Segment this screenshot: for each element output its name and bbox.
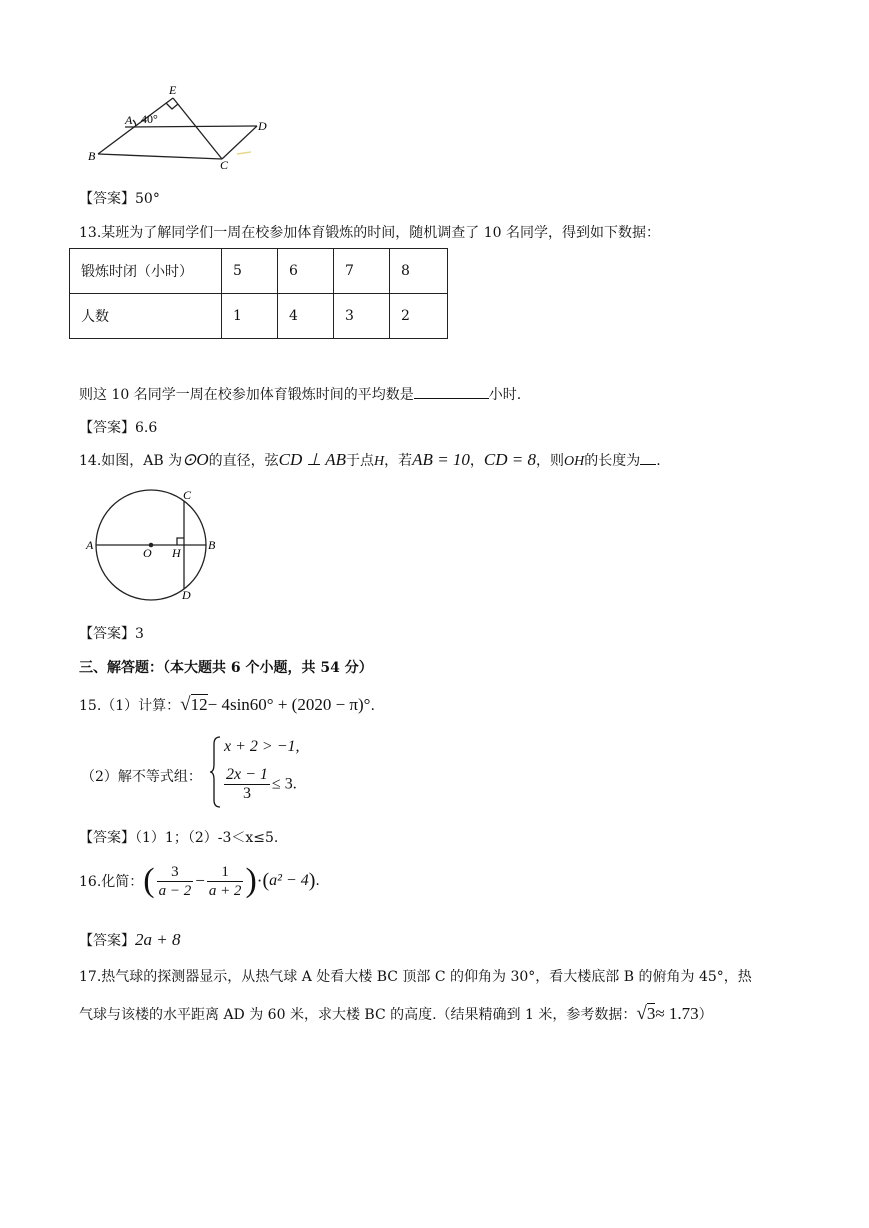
question-17-line2: 气球与该楼的水平距离 AD 为 60 米，求大楼 BC 的高度.（结果精确到 1 米，参考数据：√3≈ 1.73）: [79, 1003, 713, 1024]
q14-part: ，: [469, 453, 484, 469]
minus-sign: −: [195, 871, 205, 890]
answer-14: 【答案】3: [79, 626, 144, 642]
inequality-rhs: ≤ 3.: [271, 775, 297, 793]
line-ec: [173, 98, 222, 159]
table-cell: 4: [278, 294, 334, 339]
expression: − 4sin60° + (2020 − π)°: [207, 695, 371, 714]
q14-part: 的直径，弦: [208, 453, 279, 469]
table-cell: 2: [390, 294, 448, 339]
cd-perp-ab: CD ⊥ AB: [278, 450, 347, 469]
table-cell: 8: [390, 249, 448, 294]
table-cell: 锻炼时闭（小时）: [70, 249, 222, 294]
fraction-denominator: 3: [242, 785, 251, 802]
label-h: H: [172, 546, 181, 560]
table-cell: 5: [222, 249, 278, 294]
q17-text: 气球与该楼的水平距离 AD 为 60 米，求大楼 BC 的高度.（结果精确到 1 米，参考数据：: [79, 1007, 637, 1023]
sqrt-expression: √12: [180, 694, 208, 715]
question-15-part1: [79, 694, 375, 716]
answer-15: 【答案】（1）1；（2）-3＜x≤5.: [79, 830, 279, 846]
fraction-denominator: a − 2: [158, 882, 192, 899]
approximation: ≈ 1.73: [655, 1004, 699, 1023]
answer-12: 【答案】50°: [79, 191, 160, 207]
label-c: C: [183, 488, 192, 502]
q14-part: ，则: [536, 453, 565, 469]
answer-16: [79, 930, 180, 950]
question-17-line1: 17.热气球的探测器显示，从热气球 A 处看大楼 BC 顶部 C 的仰角为 30°，看大楼底部 B 的俯角为 45°，热: [79, 969, 752, 985]
fraction-numerator: 2x − 1: [226, 766, 268, 783]
inequality-1: x + 2 > −1,: [224, 738, 300, 755]
table-cell: 6: [278, 249, 334, 294]
question-16: 16.化简：( $\frac{3}{a - 2}$ − $\frac{1}{a + 2}$ )·(a² − 4).: [79, 862, 320, 899]
q14-part: 的长度为: [584, 453, 641, 469]
ask-after: 小时.: [488, 387, 522, 403]
cd-equals: CD = 8: [483, 450, 537, 469]
radicand: 12: [190, 695, 208, 714]
label-d: D: [182, 588, 191, 602]
label-a: A: [125, 113, 133, 127]
question-13-text: 13.某班为了解同学们一周在校参加体育锻炼的时间，随机调查了 10 名同学，得到如下数据：: [79, 225, 660, 241]
ab-equals: AB = 10: [412, 450, 470, 469]
answer-13: 【答案】6.6: [79, 420, 158, 436]
circle-o-symbol: ⊙O: [182, 450, 209, 469]
fraction-numerator: 3: [157, 863, 194, 882]
label-e: E: [169, 83, 177, 97]
fraction-denominator: a + 2: [208, 882, 242, 899]
exercise-table: [69, 248, 448, 339]
table-row: [70, 294, 448, 339]
table-row: [70, 249, 448, 294]
q15-end: .: [370, 698, 375, 714]
question-13-ask: [79, 384, 521, 404]
q16-end: .: [315, 873, 320, 889]
answer-label: 【答案】: [79, 933, 135, 949]
line-bc: [98, 154, 222, 159]
table-cell: 人数: [70, 294, 222, 339]
dot-operator: ·: [256, 871, 263, 890]
q16-label: 16.化简：: [79, 874, 144, 890]
figure-q14-circle: [84, 485, 224, 605]
q14-part: .: [656, 453, 661, 469]
expression: a² − 4: [269, 872, 309, 889]
answer-expression: 2a + 8: [135, 930, 181, 949]
line-ad: [125, 126, 257, 127]
right-angle-mark: [177, 538, 184, 545]
fraction-numerator: 1: [207, 863, 244, 882]
ask-before: 则这 10 名同学一周在校参加体育锻炼时间的平均数是: [79, 387, 414, 403]
right-angle-mark: [166, 103, 178, 109]
question-15-part2-label: （2）解不等式组：: [81, 769, 202, 785]
brace-icon: [210, 736, 222, 808]
label-b: B: [88, 149, 96, 163]
label-a: A: [86, 538, 94, 552]
label-angle: 40°: [141, 112, 158, 126]
table-cell: 1: [222, 294, 278, 339]
label-o: O: [143, 546, 152, 560]
answer-blank: [414, 398, 489, 399]
q14-part: 于点: [346, 453, 375, 469]
table-cell: 3: [334, 294, 390, 339]
label-d: D: [258, 119, 267, 133]
table-cell: 7: [334, 249, 390, 294]
label-b: B: [208, 538, 216, 552]
angle-arc: [133, 120, 136, 127]
q17-end: ）: [698, 1007, 713, 1023]
section-heading: 三、解答题：（本大题共 6 个小题，共 54 分）: [79, 660, 373, 676]
radicand: 3: [646, 1004, 656, 1023]
segment-oh: OH: [564, 454, 585, 469]
point-h: H: [374, 454, 385, 469]
figure-q12: [85, 82, 270, 172]
label-c: C: [220, 158, 229, 172]
q14-part: 14.如图，AB 为: [79, 453, 183, 469]
answer-blank: [640, 464, 656, 465]
question-14-text: [79, 450, 661, 470]
q14-part: ，若: [384, 453, 413, 469]
inequality-2: [222, 766, 297, 803]
q15-label: 15.（1）计算：: [79, 698, 181, 714]
